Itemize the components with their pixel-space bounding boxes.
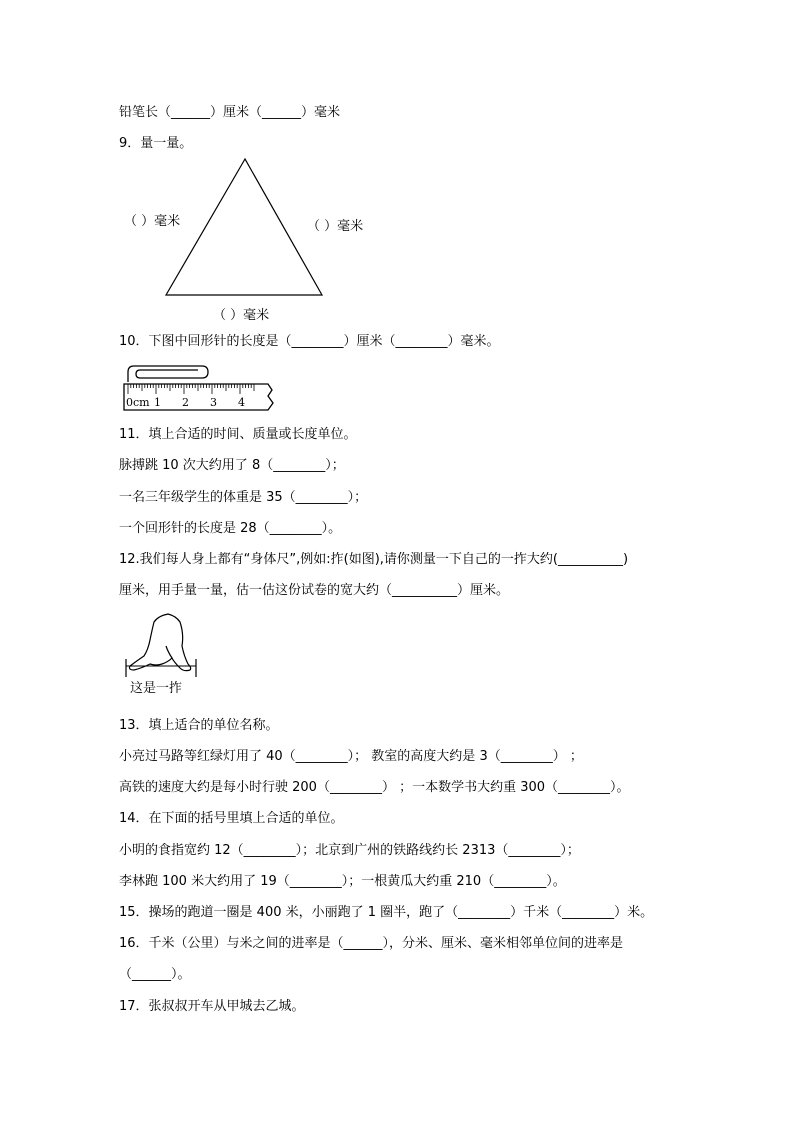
question-15: 15．操场的跑道一圈是 400 米，小丽跑了 1 圈半，跑了（________）千米（________）米。 bbox=[119, 905, 654, 920]
question-9-title: 9．量一量。 bbox=[119, 136, 193, 151]
question-14-item-1: 小明的食指宽约 12（________）；北京到广州的铁路线约长 2313（________）； bbox=[119, 843, 580, 858]
triangle-bottom-label: （ ）毫米 bbox=[213, 308, 270, 323]
paperclip-icon bbox=[128, 366, 208, 382]
triangle-right-label: （ ）毫米 bbox=[307, 219, 364, 234]
question-12-line-2: 厘米，用手量一量，估一估这份试卷的宽大约（__________）厘米。 bbox=[119, 583, 510, 598]
triangle-left-label: （ ）毫米 bbox=[124, 214, 181, 229]
pencil-length-line: 铅笔长（______）厘米（______）毫米 bbox=[119, 105, 341, 120]
ruler-figure bbox=[118, 360, 278, 415]
question-11-item-2: 一名三年级学生的体重是 35（________）； bbox=[119, 490, 368, 505]
question-14-title: 14．在下面的括号里填上合适的单位。 bbox=[119, 811, 344, 826]
hand-caption: 这是一拃 bbox=[130, 681, 183, 696]
question-14-item-2: 李林跑 100 米大约用了 19（________）；一根黄瓜大约重 210（________）。 bbox=[119, 874, 566, 889]
hand-span-figure bbox=[118, 612, 208, 682]
ruler-tick-2: 2 bbox=[182, 396, 189, 409]
question-11-item-1: 脉搏跳 10 次大约用了 8（________）； bbox=[119, 458, 345, 473]
ruler-tick-1: 1 bbox=[154, 396, 161, 409]
question-11-item-3: 一个回形针的长度是 28（________）。 bbox=[119, 521, 342, 536]
ruler-tick-3: 3 bbox=[210, 396, 217, 409]
ruler-unit-label: 0cm bbox=[126, 396, 150, 409]
question-16-line-2: （______）。 bbox=[119, 967, 191, 982]
question-16-line-1: 16．千米（公里）与米之间的进率是（______），分米、厘米、毫米相邻单位间的进率是 bbox=[119, 936, 624, 951]
triangle-shape bbox=[166, 159, 322, 295]
ruler-tick-4: 4 bbox=[238, 396, 245, 409]
question-13-item-2: 高铁的速度大约是每小时行驶 200（________） ；一本数学书大约重 300（________）。 bbox=[119, 780, 630, 795]
question-13-title: 13．填上适合的单位名称。 bbox=[119, 718, 279, 733]
hand-icon bbox=[130, 614, 191, 671]
question-13-item-1: 小亮过马路等红绿灯用了 40（________）； 教室的高度大约是 3（________） ； bbox=[119, 749, 583, 764]
question-12-line-1: 12.我们每人身上都有“身体尺”,例如:拃(如图),请你测量一下自己的一拃大约(__________) bbox=[119, 552, 629, 567]
question-17-title: 17．张叔叔开车从甲城去乙城。 bbox=[119, 999, 305, 1014]
question-10-title: 10．下图中回形针的长度是（________）厘米（________）毫米。 bbox=[119, 334, 500, 349]
question-11-title: 11．填上合适的时间、质量或长度单位。 bbox=[119, 427, 357, 442]
